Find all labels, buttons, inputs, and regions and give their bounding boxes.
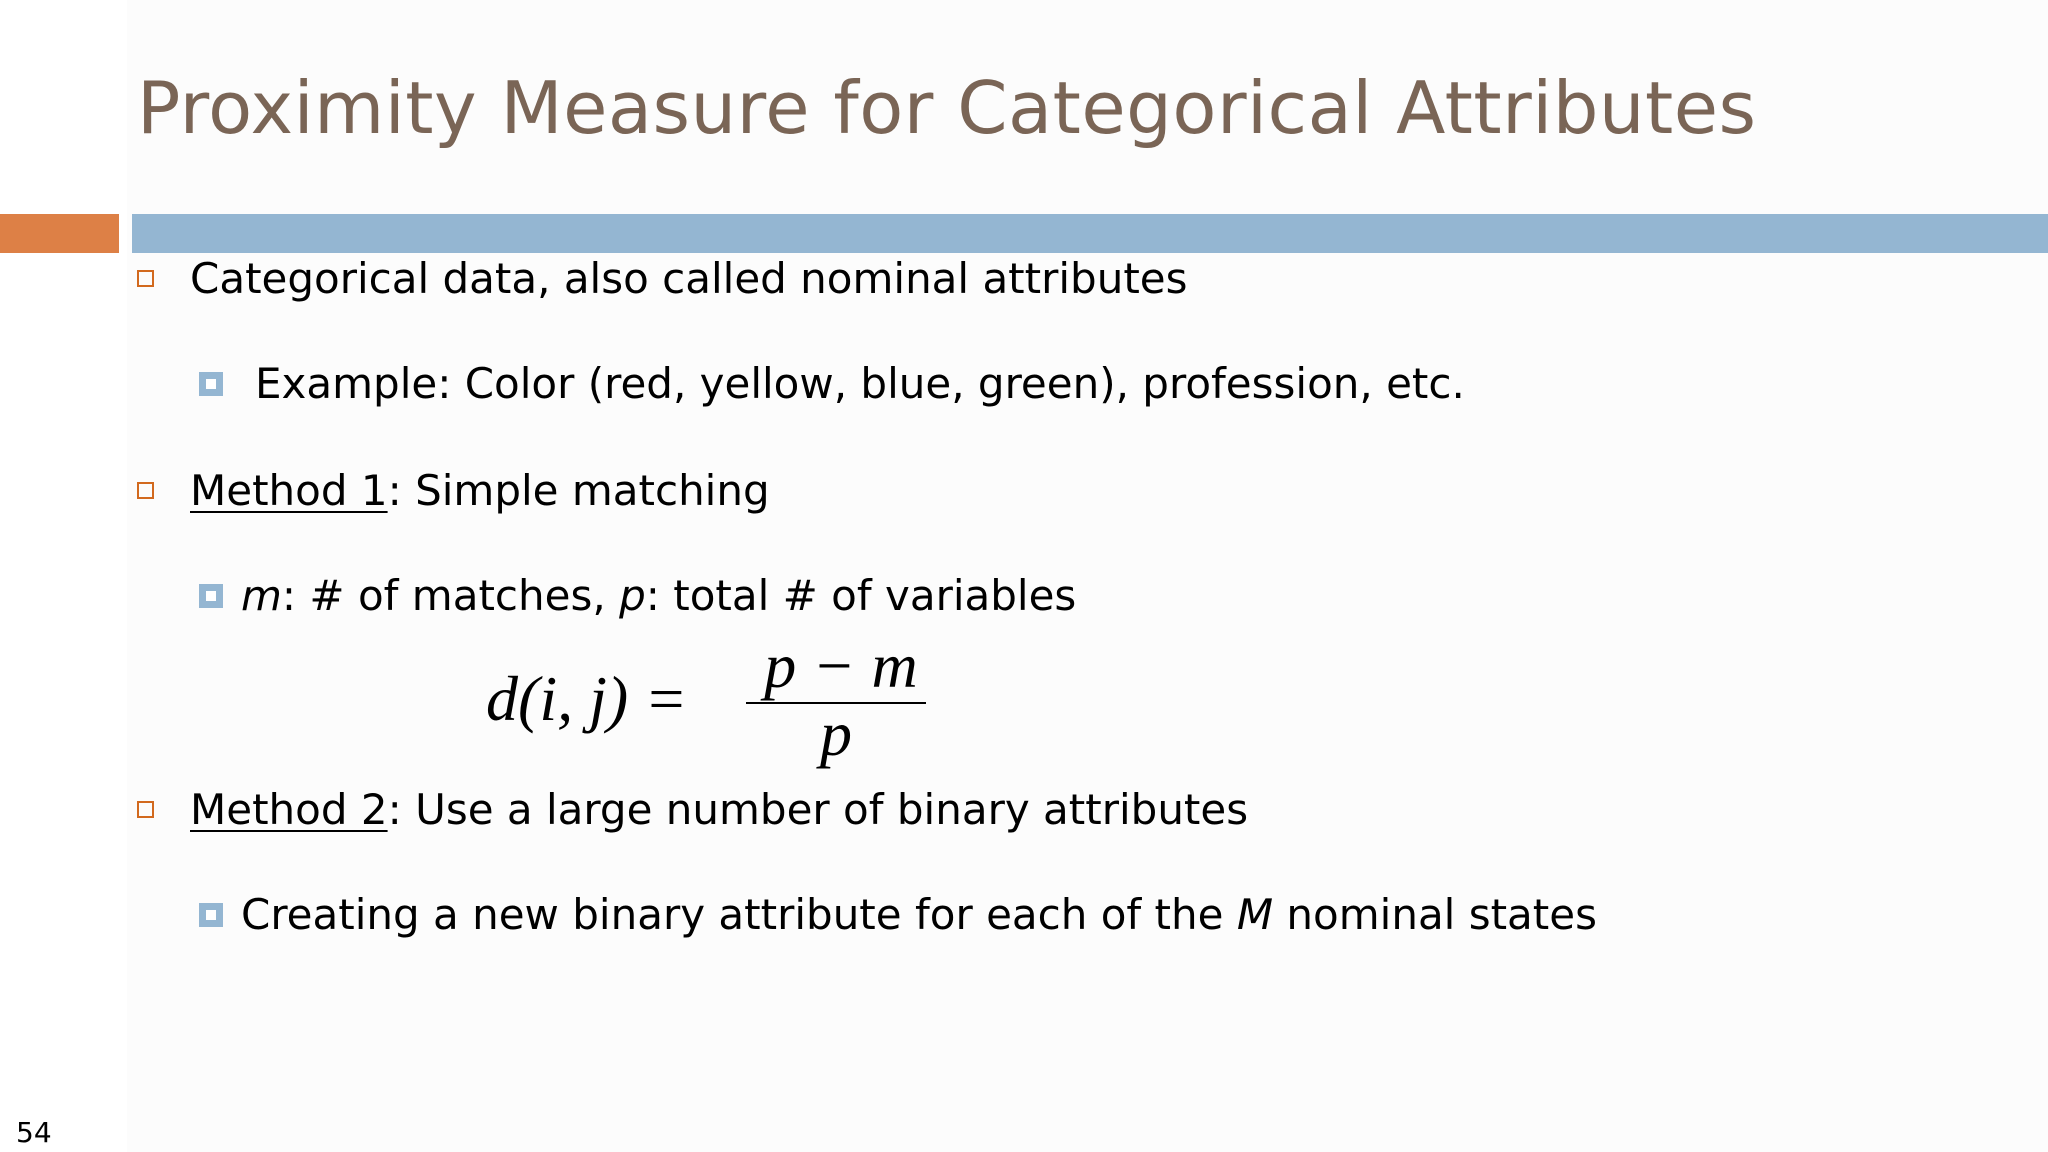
hollow-square-icon xyxy=(137,801,154,818)
page-number: 54 xyxy=(16,1116,52,1149)
formula-denominator: p xyxy=(820,698,852,769)
bullet-text: Example: Color (red, yellow, blue, green), profession, etc. xyxy=(255,359,1465,408)
bullet-method-2 xyxy=(137,782,1248,838)
sub-bullet-variables xyxy=(199,568,1076,624)
bullet-text-a: Creating a new binary attribute for each of the xyxy=(241,890,1237,939)
formula-lhs: d(i, j) = xyxy=(486,663,688,734)
bullet-text-b: : total # of variables xyxy=(645,571,1077,620)
bullet-text: : Simple matching xyxy=(387,466,770,515)
bullet-text-a: : # of matches, xyxy=(281,571,620,620)
sub-bullet-example xyxy=(199,356,1465,412)
bullet-method-1 xyxy=(137,463,770,519)
bullet-text-b: nominal states xyxy=(1273,890,1597,939)
accent-bar-orange xyxy=(0,214,119,253)
hollow-square-icon xyxy=(137,270,154,287)
filled-square-icon xyxy=(199,584,223,608)
sub-bullet-binary-attribute xyxy=(199,887,1597,943)
variable-m: m xyxy=(241,571,282,620)
hollow-square-icon xyxy=(137,482,154,499)
filled-square-icon xyxy=(199,372,223,396)
slide-title: Proximity Measure for Categorical Attributes xyxy=(137,66,1757,150)
method-label: Method 1 xyxy=(190,466,388,515)
bullet-text: : Use a large number of binary attributes xyxy=(387,785,1249,834)
formula-numerator: p − m xyxy=(764,630,918,701)
accent-bar-blue xyxy=(132,214,2048,253)
variable-M: M xyxy=(1236,890,1274,939)
method-label: Method 2 xyxy=(190,785,388,834)
filled-square-icon xyxy=(199,903,223,927)
bullet-categorical-data xyxy=(137,251,1188,307)
variable-p: p xyxy=(619,571,646,620)
bullet-text: Categorical data, also called nominal attributes xyxy=(190,254,1188,303)
